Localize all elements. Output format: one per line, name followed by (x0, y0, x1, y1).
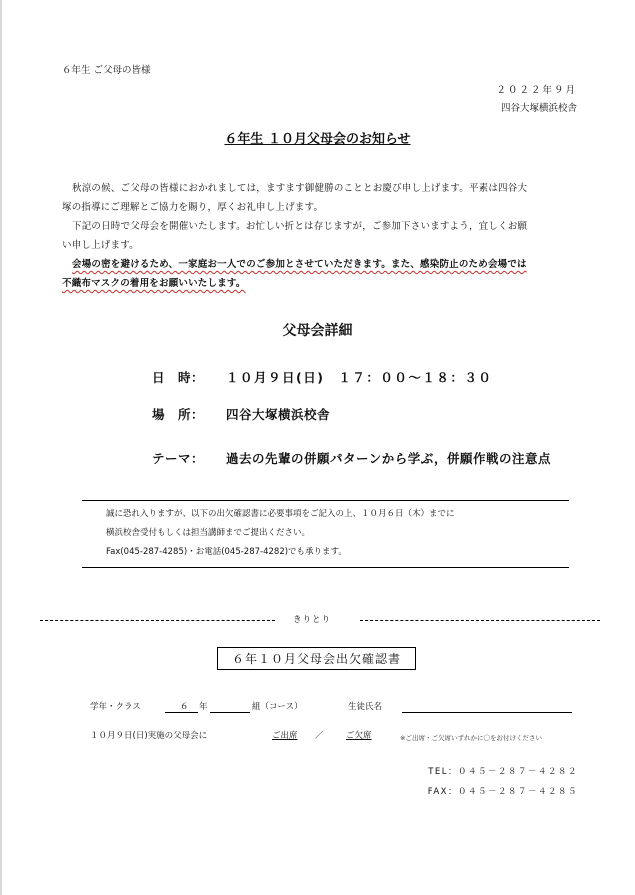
grade-underline (165, 712, 198, 713)
cut-line-right (360, 620, 600, 621)
class-label: 学年・クラス (90, 702, 141, 712)
grade-suffix: 年 (199, 702, 208, 712)
date-value: １０月９日(日) １７：００～１８：３０ (226, 370, 493, 385)
body-line-2: 塚の指導にご理解とご協力を賜り，厚くお礼申し上げます。 (62, 202, 324, 213)
cut-line-left (40, 620, 275, 621)
date-label: 日 時： (152, 370, 205, 385)
absent-option[interactable]: ご欠席 (346, 731, 372, 741)
tel-number: TEL：０４５－２８７－４２８２ (428, 767, 578, 777)
request-line-2: 横浜校舎受付もしくは担当講師までご提出ください。 (106, 528, 311, 538)
body-line-3: 下記の日時で父母会を開催いたします。お忙しい折とは存じますが，ご参加下さいますよう，宜しくお願 (72, 221, 528, 232)
body-line-1: 秋涼の候、ご父母の皆様におかれましては，ますます御健勝のこととお慶び申し上げます。平素は四谷大 (72, 183, 528, 194)
event-label: １０月９日(日)実施の父母会に (90, 731, 208, 741)
cut-label: きりとり (293, 615, 332, 625)
student-label: 生徒氏名 (348, 702, 383, 712)
school-name: 四谷大塚横浜校舎 (500, 103, 577, 114)
class-field[interactable] (210, 712, 250, 713)
details-heading: 父母会詳細 (282, 323, 353, 339)
selection-note: ※ご出席・ご欠席いずれかに〇をお付けください (400, 734, 542, 742)
place-value: 四谷大塚横浜校舎 (226, 407, 331, 422)
fax-number: FAX：０４５－２８７－４２８５ (427, 787, 578, 797)
request-bottom-rule (82, 567, 569, 568)
class-suffix: 組（コース） (252, 702, 303, 712)
notice-line-1: 会場の密を避けるため、一家庭お一人でのご参加とさせていただきます。また、感染防止のため会場では (72, 259, 527, 270)
request-top-rule (82, 500, 569, 501)
option-slash: ／ (315, 731, 324, 741)
request-line-3: Fax(045-287-4285)・お電話(045-287-4282)でも承ります。 (106, 547, 347, 557)
theme-label: テーマ： (152, 451, 205, 466)
attend-option[interactable]: ご出席 (272, 731, 298, 741)
theme-value: 過去の先輩の併願パターンから学ぶ，併願作戦の注意点 (226, 451, 552, 466)
request-line-1: 誠に恐れ入りますが、以下の出欠確認書に必要事項をご記入の上、１０月６日（木）までに (106, 509, 455, 519)
addressee: ６年生 ご父母の皆様 (62, 65, 151, 76)
page-title: ６年生 １０月父母会のお知らせ (224, 132, 411, 147)
grade-value[interactable]: ６ (180, 702, 189, 712)
place-label: 場 所： (152, 407, 205, 422)
student-name-field[interactable] (402, 712, 572, 713)
body-line-4: い申し上げます。 (62, 240, 139, 251)
issue-date: ２０２２年９月 (496, 85, 577, 96)
notice-line-2: 不織布マスクの着用をお願いいたします。 (62, 278, 246, 289)
form-title: ６年１０月父母会出欠確認書 (217, 647, 416, 670)
